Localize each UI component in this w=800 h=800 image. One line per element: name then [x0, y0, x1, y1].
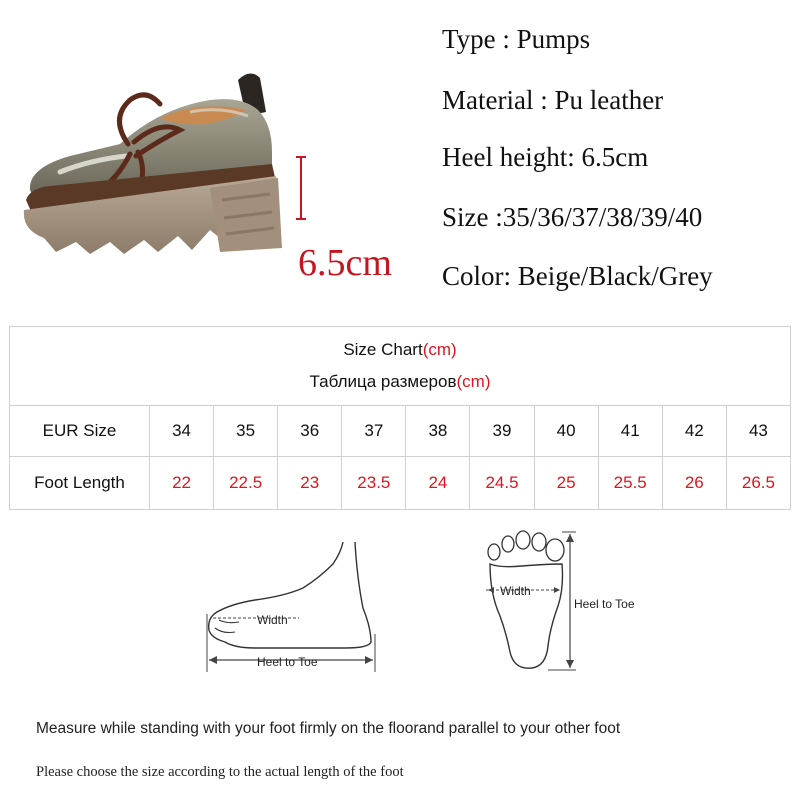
- eur-size-cell: 34: [150, 406, 214, 457]
- spec-type: Type : Pumps: [442, 24, 591, 54]
- spec-color: Color: Beige/Black/Grey: [442, 261, 713, 291]
- eur-size-label: EUR Size: [10, 406, 150, 457]
- title-unit-en: (cm): [422, 340, 457, 359]
- eur-size-cell: 41: [598, 406, 662, 457]
- foot-length-cell: 26: [662, 457, 726, 510]
- eur-size-cell: 35: [214, 406, 278, 457]
- size-advice: Please choose the size according to the actual length of the foot: [36, 764, 404, 780]
- foot-length-row: [10, 457, 791, 510]
- top-heel-to-toe-label: Heel to Toe: [574, 597, 635, 611]
- foot-length-cell: 25: [534, 457, 598, 510]
- top-foot-outline: [490, 564, 563, 668]
- foot-length-cell: 26.5: [726, 457, 790, 510]
- size-chart-title: [10, 327, 791, 406]
- eur-size-row: [10, 406, 791, 457]
- eur-size-cell: 39: [470, 406, 534, 457]
- measure-instruction: Measure while standing with your foot firmly on the floorand parallel to your other foot: [36, 720, 621, 737]
- heel-height-marker: [293, 155, 309, 221]
- foot-top-diagram: [478, 528, 668, 676]
- spec-heel-height: Heel height: 6.5cm: [442, 142, 649, 172]
- eur-size-cell: 36: [278, 406, 342, 457]
- spec-size: Size :35/36/37/38/39/40: [442, 202, 703, 232]
- foot-length-cell: 24.5: [470, 457, 534, 510]
- foot-length-cell: 22: [150, 457, 214, 510]
- top-width-label: Width: [500, 584, 531, 598]
- title-ru: Таблица размеров: [309, 372, 457, 391]
- eur-size-cell: 42: [662, 406, 726, 457]
- spec-material: Material : Pu leather: [442, 85, 664, 115]
- foot-length-cell: 24: [406, 457, 470, 510]
- eur-size-cell: 38: [406, 406, 470, 457]
- foot-length-cell: 23: [278, 457, 342, 510]
- eur-size-cell: 37: [342, 406, 406, 457]
- shoe-product-image: [10, 60, 300, 270]
- eur-size-cell: 43: [726, 406, 790, 457]
- side-width-label: Width: [257, 613, 288, 627]
- foot-length-cell: 23.5: [342, 457, 406, 510]
- foot-length-label: Foot Length: [10, 457, 150, 510]
- side-heel-to-toe-label: Heel to Toe: [257, 655, 318, 669]
- foot-side-diagram: [195, 538, 395, 678]
- size-chart-table: [9, 326, 791, 510]
- eur-size-cell: 40: [534, 406, 598, 457]
- foot-length-cell: 25.5: [598, 457, 662, 510]
- foot-length-cell: 22.5: [214, 457, 278, 510]
- heel-height-label: 6.5cm: [298, 242, 392, 284]
- title-en: Size Chart: [343, 340, 423, 359]
- title-unit-ru: (cm): [456, 372, 491, 391]
